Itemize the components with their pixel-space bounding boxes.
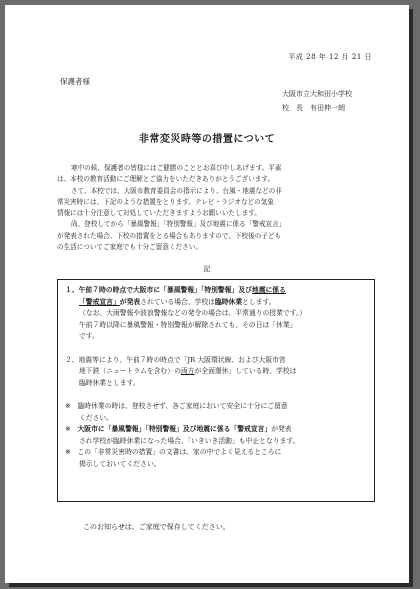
item-1-line: です。 <box>79 332 99 341</box>
intro-line: が発表された場合、下校の措置をとる場合もありますので、下校後の子ども <box>57 231 282 240</box>
note-1-line: ください。 <box>79 413 113 422</box>
footer-note: このお知らせは、ご家庭で保存してください。 <box>83 523 230 531</box>
item-1-line: （なお、大雨警報や波浪警報などの発令の場合は、平常通りの授業です。） <box>79 309 307 318</box>
item-text: が全面運休」している時、学校は <box>194 367 297 376</box>
item-2-line: ２、地震等により、午前７時の時点で「JR 大阪環状線、および大阪市営 <box>65 355 286 364</box>
intro-line: の生活についてご家庭でも十分ご留意ください。 <box>57 243 202 252</box>
note-1-line <box>65 401 306 413</box>
intro-paragraphs <box>57 163 375 253</box>
intro-line: は、本校の教育活動にご理解とご協力をいただきありがとうございます。 <box>57 175 275 184</box>
school-name: 大阪市立大和田小学校 <box>282 90 352 98</box>
measures-content <box>65 285 306 471</box>
earthquake-text: 地震に係る <box>251 286 286 294</box>
item-text: 地下鉄（ニュートラムを含む）の <box>79 367 181 376</box>
issued-text: が発表 <box>119 297 141 306</box>
intro-line: さて、本校では、大阪市教育委員会の指示により、台風・地震などの非 <box>71 186 282 195</box>
note-text: この「非常災害時の措置」の文書は、家の中でよく見えるところに <box>77 448 282 457</box>
note-mark: ※ <box>65 401 71 410</box>
document-title: 非常変災時等の措置について <box>138 134 276 145</box>
note-text: 臨時休業の時は、登校させず、各ご家庭において安全に十分にご留意 <box>77 401 288 410</box>
measures-box <box>57 279 375 502</box>
item-text: とします。 <box>242 297 276 306</box>
item-2-line: 臨時休業とします。 <box>79 378 140 387</box>
intro-line: 情報には十分注意して対処していただきますようお願いいたします。 <box>57 209 261 218</box>
intro-line: 常災害時には、下記のような措置をとります。テレビ・ラジオなどの気象 <box>57 197 274 206</box>
item-1-line <box>65 297 306 309</box>
document-page <box>5 5 409 583</box>
item-1-text: １、午前７時の時点で大阪市に「暴風警報」「特別警報」及び <box>65 286 252 294</box>
item-1-line <box>65 285 306 297</box>
temporary-closure: 臨時休業 <box>214 297 243 306</box>
sender-block <box>282 87 352 115</box>
principal-name: 校 長 有田伸一朗 <box>282 104 345 112</box>
note-text: 大阪市に「暴風警報」「特別警報」及び地震に係る「警戒宣言」 <box>77 425 272 434</box>
item-2-line <box>65 366 306 378</box>
addressee: 保護者様 <box>60 77 90 86</box>
note-2-line: され学校が臨時休業になった場合、「いきいき活動」も中止となります。 <box>79 436 300 445</box>
intro-line: 寒中の候、保護者の皆様にはご健勝のこととお喜び申しあげます。平素 <box>71 164 282 172</box>
note-2-line <box>65 424 306 436</box>
issue-date: 平成 28 年 12 月 21 日 <box>288 53 372 61</box>
item-text: されている場合、学校は <box>140 297 215 306</box>
ki-heading: 記 <box>203 265 211 273</box>
note-mark: ※ <box>65 448 71 457</box>
warning-declaration: 「警戒宣言」 <box>79 297 120 306</box>
note-mark: ※ <box>65 425 71 434</box>
note-3-line <box>65 447 306 459</box>
item-1-line: 午前７時以降に暴風警報・特別警報が解除されても、その日は「休業」 <box>79 320 297 329</box>
intro-line: 尚、登校してから「暴風警報」「特別警報」及び地震に係る「警戒宣言」 <box>71 220 286 229</box>
note-3-line: 掲示しておいてください。 <box>79 459 161 468</box>
both-text: 両方 <box>180 367 195 376</box>
note-text: が発表 <box>271 425 292 434</box>
